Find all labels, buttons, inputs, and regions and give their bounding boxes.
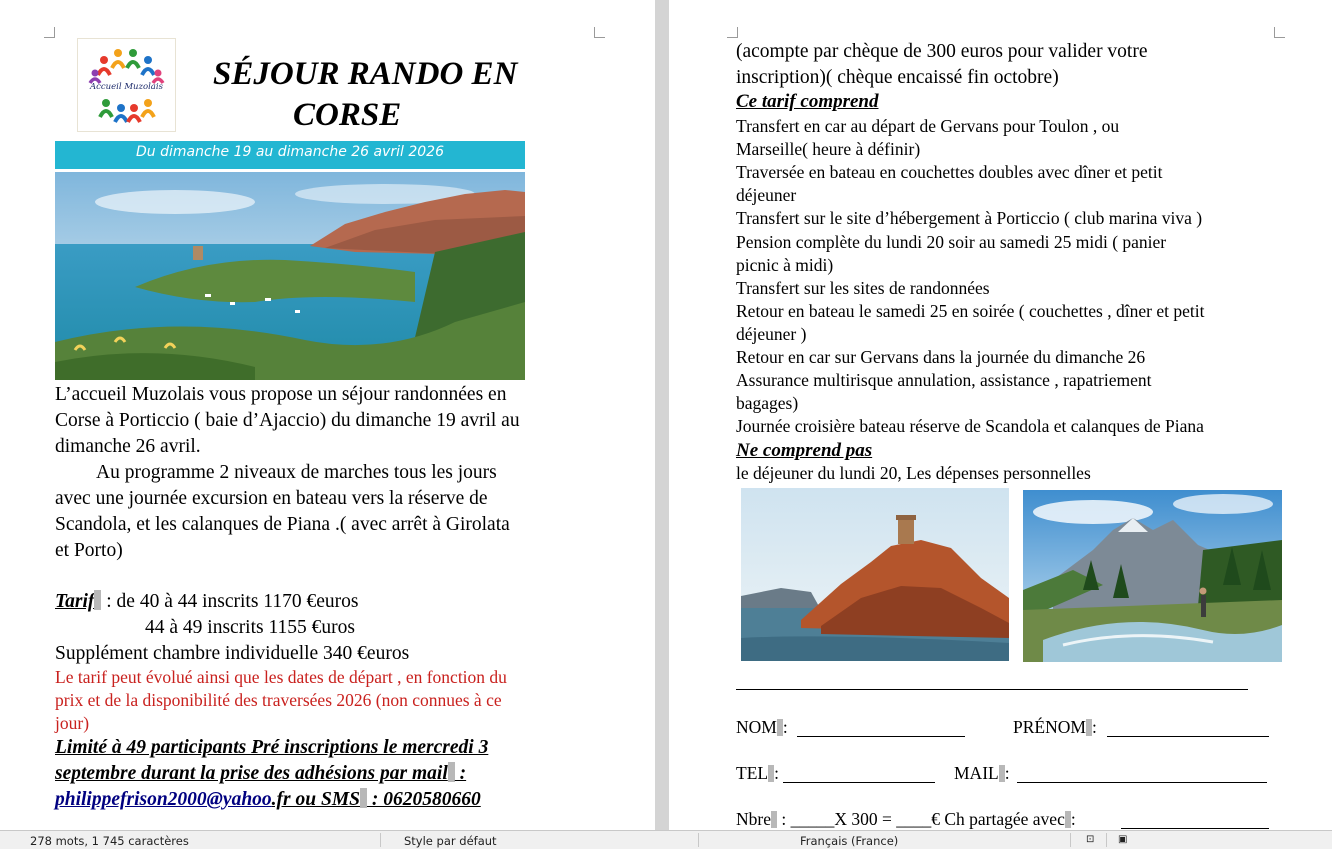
prenom-label: PRÉNOM (1013, 717, 1086, 737)
tarif-line-1 (55, 589, 358, 615)
tarif-label: Tarif (55, 591, 95, 612)
shared-with-field[interactable] (1121, 828, 1269, 829)
limit-text-2: septembre durant la prise des adhésions par mail (55, 763, 448, 784)
limit-line-2 (55, 761, 466, 787)
date-banner-text: Du dimanche 19 au dimanche 26 avril 2026 (135, 144, 444, 160)
comprend-heading: Ce tarif comprend (736, 91, 879, 112)
field-marker (448, 762, 455, 782)
form-tel-label (736, 762, 779, 785)
nbre-label: Nbre (736, 809, 771, 829)
mail-colon: : (1004, 763, 1010, 783)
notice-line-3: jour) (55, 713, 90, 733)
crop-mark (727, 27, 738, 38)
field-marker (360, 788, 367, 808)
crop-mark (594, 27, 605, 38)
comprend-line: Transfert sur le site d’hébergement à Porticcio ( club marina viva ) (736, 208, 1203, 228)
tel-label: TEL (736, 763, 769, 783)
notice-line-1: Le tarif peut évolué ainsi que les dates de départ , en fonction du (55, 667, 507, 687)
status-separator (1106, 833, 1107, 847)
tel-field[interactable] (783, 782, 935, 783)
comprend-line: Assurance multirisque annulation, assistance , rapatriement (736, 370, 1152, 390)
program-line-3: Scandola, et les calanques de Piana .( avec arrêt à Girolata (55, 514, 510, 535)
comprend-line: bagages) (736, 393, 799, 413)
supplement-line: Supplément chambre individuelle 340 €euros (55, 643, 410, 664)
comprend-line: Transfert sur les sites de randonnées (736, 278, 990, 298)
intro-line-2: Corse à Porticcio ( baie d’Ajaccio) du dimanche 19 avril au (55, 410, 520, 431)
save-status-icon[interactable]: ▣ (1118, 834, 1128, 845)
status-bar (0, 830, 1332, 849)
tel-colon: : (774, 763, 779, 783)
word-count[interactable]: 278 mots, 1 745 caractères (30, 834, 189, 848)
program-line-4: et Porto) (55, 540, 123, 561)
ne-comprend-line: le déjeuner du lundi 20, Les dépenses personnelles (736, 463, 1091, 483)
contact-line (55, 787, 481, 813)
program-line-2: avec une journée excursion en bateau vers la réserve de (55, 488, 488, 509)
page-title-line1: SÉJOUR RANDO EN (213, 56, 518, 92)
nbre-formula: : _____X 300 = ____€ Ch partagée avec (776, 809, 1065, 829)
form-mail-label (954, 762, 1010, 785)
comprend-line: Journée croisière bateau réserve de Scandola et calanques de Piana (736, 416, 1204, 436)
page-left (0, 0, 655, 830)
status-separator (1070, 833, 1071, 847)
form-nom-label (736, 716, 788, 739)
tarif-line-2: 44 à 49 inscrits 1155 €uros (145, 617, 355, 638)
email-link[interactable]: philippefrison2000@yahoo (55, 789, 272, 810)
status-separator (698, 833, 699, 847)
nom-label: NOM (736, 717, 777, 737)
limit-line-1: Limité à 49 participants Pré inscriptions le mercredi 3 (55, 737, 489, 758)
comprend-line: Retour en bateau le samedi 25 en soirée ( couchettes , dîner et petit (736, 301, 1205, 321)
comprend-line: Marseille( heure à définir) (736, 139, 921, 159)
acompte-line-1: (acompte par chèque de 300 euros pour valider votre (736, 41, 1148, 62)
nbre-colon: : (1070, 809, 1076, 829)
nom-field[interactable] (797, 736, 965, 737)
form-nbre-line (736, 808, 1076, 830)
program-line-1: Au programme 2 niveaux de marches tous les jours (96, 462, 497, 483)
notice-line-2: prix et de la disponibilité des traversées 2026 (non connues à ce (55, 690, 502, 710)
logo-text: Accueil Muzolais (90, 82, 163, 92)
prenom-colon: : (1091, 717, 1097, 737)
comprend-line: Retour en car sur Gervans dans la journée du dimanche 26 (736, 347, 1146, 367)
genoese-tower-photo (741, 488, 1009, 661)
comprend-line: Traversée en bateau en couchettes doubles avec dîner et petit (736, 162, 1163, 182)
comprend-line: déjeuner ) (736, 324, 807, 344)
page-title-line2: CORSE (293, 97, 402, 133)
page-gutter (655, 0, 669, 830)
date-banner (55, 141, 525, 169)
crop-mark (1274, 27, 1285, 38)
mail-label: MAIL (954, 763, 999, 783)
intro-line-1: L’accueil Muzolais vous propose un séjour randonnées en (55, 384, 507, 405)
form-prenom-label (1013, 716, 1097, 739)
comprend-line: Pension complète du lundi 20 soir au samedi 25 midi ( panier (736, 232, 1167, 252)
accueil-muzolais-logo (77, 38, 176, 132)
page-right (669, 0, 1332, 830)
status-separator (380, 833, 381, 847)
phone-number: : 0620580660 (367, 789, 481, 810)
comprend-line: picnic à midi) (736, 255, 834, 275)
tarif-value-1: : de 40 à 44 inscrits 1170 €euros (101, 591, 359, 612)
mail-field[interactable] (1017, 782, 1267, 783)
insert-mode-icon[interactable]: ⊡ (1086, 834, 1095, 845)
crop-mark (44, 27, 55, 38)
comprend-line: Transfert en car au départ de Gervans pour Toulon , ou (736, 116, 1120, 136)
comprend-line: déjeuner (736, 185, 797, 205)
mountain-river-photo (1023, 490, 1282, 662)
separator-line (736, 689, 1248, 690)
acompte-line-2: inscription)( chèque encaissé fin octobre) (736, 67, 1059, 88)
page-style[interactable]: Style par défaut (404, 834, 497, 848)
corsica-bay-photo (55, 172, 525, 380)
limit-text-2-end: : (454, 763, 467, 784)
email-suffix: .fr ou SMS (271, 789, 361, 810)
nom-colon: : (782, 717, 788, 737)
prenom-field[interactable] (1107, 736, 1269, 737)
language[interactable]: Français (France) (800, 834, 899, 848)
ne-comprend-heading: Ne comprend pas (736, 440, 873, 461)
intro-line-3: dimanche 26 avril. (55, 436, 201, 457)
